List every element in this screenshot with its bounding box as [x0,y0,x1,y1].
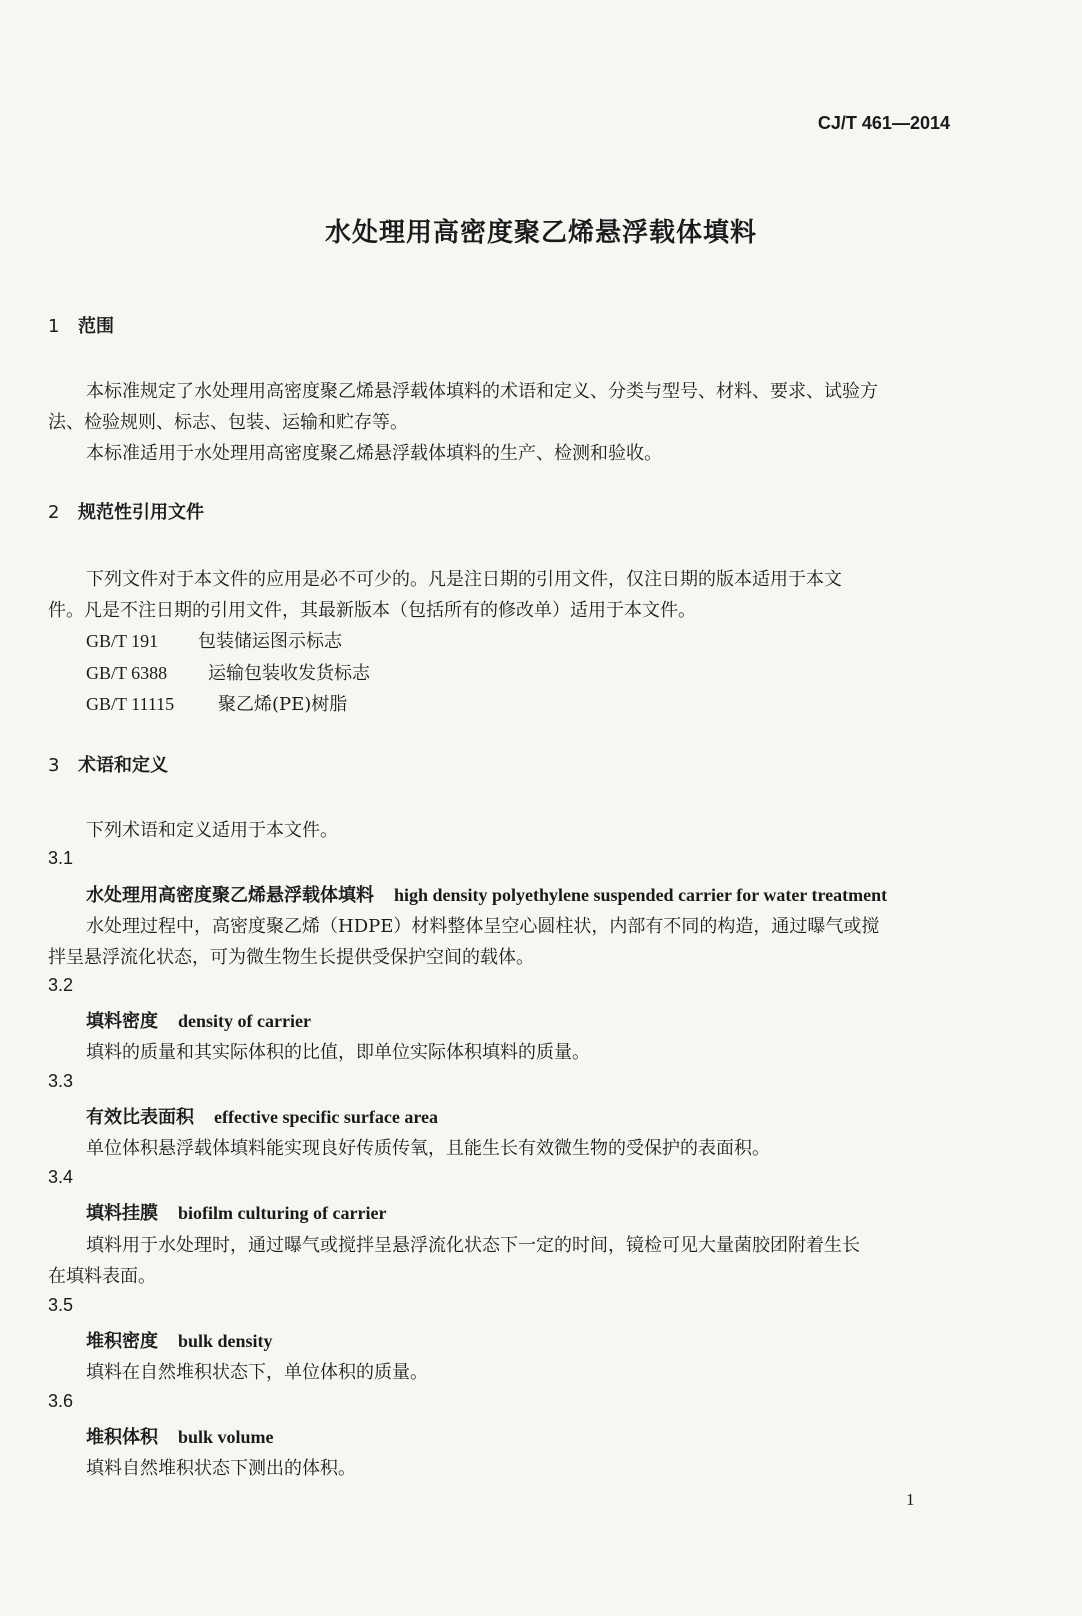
refs-intro-line: 件。凡是不注日期的引用文件，其最新版本（包括所有的修改单）适用于本文件。 [48,600,696,621]
term-definition-line: 在填料表面。 [48,1266,156,1287]
term-chinese: 有效比表面积 [86,1107,194,1128]
term-heading [86,1327,273,1353]
term-chinese: 堆积密度 [86,1331,158,1352]
term-definition-line: 单位体积悬浮载体填料能实现良好传质传氧，且能生长有效微生物的受保护的表面积。 [86,1138,770,1159]
term-english: biofilm culturing of carrier [178,1203,387,1223]
standard-code: CJ/T 461—2014 [817,113,950,133]
refs-intro-line: 下列文件对于本文件的应用是必不可少的。凡是注日期的引用文件，仅注日期的版本适用于本文 [86,569,842,590]
page-number: 1 [906,1490,915,1509]
terms-intro: 下列术语和定义适用于本文件。 [86,820,338,841]
scope-paragraph-line: 法、检验规则、标志、包装、运输和贮存等。 [48,412,408,433]
reference-code: GB/T 6388 [86,663,168,683]
term-english: density of carrier [178,1011,311,1031]
term-definition-line: 填料自然堆积状态下测出的体积。 [86,1458,356,1479]
section-title: 范围 [78,316,114,337]
reference-code: GB/T 11115 [86,694,175,714]
section-number: 3 [48,755,60,776]
clause-number: 3.1 [48,848,74,868]
scope-paragraph-line: 本标准规定了水处理用高密度聚乙烯悬浮载体填料的术语和定义、分类与型号、材料、要求、试验方 [86,381,878,402]
term-definition-line: 填料在自然堆积状态下，单位体积的质量。 [86,1362,428,1383]
section-heading-3 [48,751,168,777]
term-english: bulk volume [178,1427,274,1447]
clause-number: 3.3 [48,1071,74,1091]
section-title: 术语和定义 [78,755,168,776]
term-chinese: 填料密度 [86,1011,158,1032]
clause-number: 3.2 [48,975,74,995]
section-heading-1 [48,312,114,338]
term-heading [86,881,887,907]
term-definition-line: 填料用于水处理时，通过曝气或搅拌呈悬浮流化状态下一定的时间，镜检可见大量菌胶团附着生长 [86,1235,860,1256]
document-title: 水处理用高密度聚乙烯悬浮载体填料 [324,218,757,248]
reference-name: 运输包装收发货标志 [208,663,370,684]
reference-name: 包装储运图示标志 [198,631,342,652]
term-heading [86,1007,311,1033]
term-chinese: 水处理用高密度聚乙烯悬浮载体填料 [86,885,374,906]
scope-paragraph: 本标准适用于水处理用高密度聚乙烯悬浮载体填料的生产、检测和验收。 [86,443,662,464]
reference-name: 聚乙烯(PE)树脂 [218,694,348,715]
term-english: bulk density [178,1331,273,1351]
section-number: 1 [48,316,60,337]
clause-number: 3.4 [48,1167,74,1187]
term-english: high density polyethylene suspended carrier for water treatment [394,885,888,905]
reference-code: GB/T 191 [86,631,159,651]
term-english: effective specific surface area [214,1107,439,1127]
reference-item [86,659,370,685]
term-chinese: 堆积体积 [86,1427,158,1448]
reference-item [86,690,347,716]
term-heading [86,1103,438,1129]
section-heading-2 [48,498,204,524]
section-number: 2 [48,502,60,523]
clause-number: 3.6 [48,1391,74,1411]
term-chinese: 填料挂膜 [86,1203,158,1224]
term-heading [86,1199,386,1225]
term-definition-line: 水处理过程中，高密度聚乙烯（HDPE）材料整体呈空心圆柱状，内部有不同的构造，通过曝气或搅 [86,916,880,937]
reference-item [86,627,342,653]
clause-number: 3.5 [48,1295,74,1315]
term-definition-line: 拌呈悬浮流化状态，可为微生物生长提供受保护空间的载体。 [48,947,534,968]
term-definition-line: 填料的质量和其实际体积的比值，即单位实际体积填料的质量。 [86,1042,590,1063]
section-title: 规范性引用文件 [78,502,204,523]
term-heading [86,1423,274,1449]
